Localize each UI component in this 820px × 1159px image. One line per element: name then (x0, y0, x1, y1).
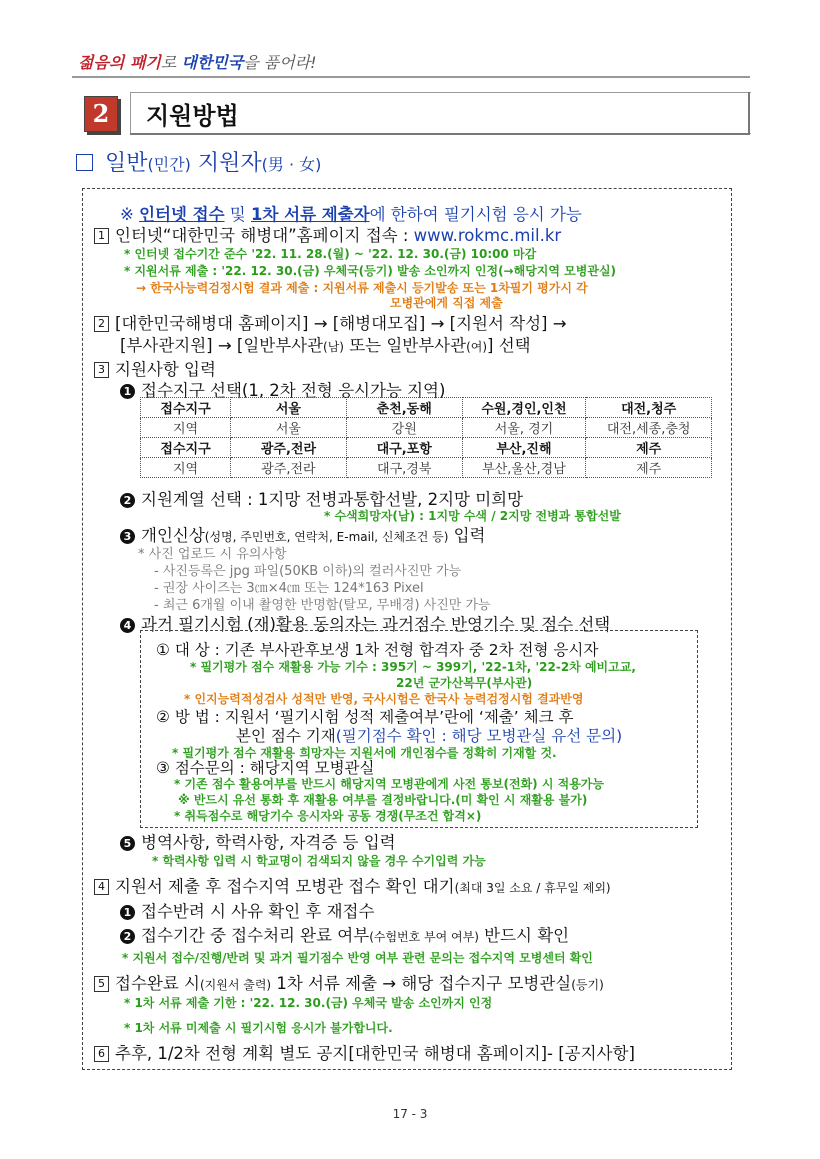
item-text: 병역사항, 학력사항, 자격증 등 입력 (141, 833, 396, 852)
step-5-text: 1차 서류 제출 → 해당 접수지구 모병관실 (271, 974, 572, 993)
region-table-cell: 대구,포항 (346, 438, 462, 458)
region-table-cell: 지역 (141, 418, 231, 438)
bullet-icon: 2 (120, 929, 135, 944)
region-table-cell: 대구,경북 (346, 458, 462, 478)
photo-note: - 권장 사이즈는 3㎝×4㎝ 또는 124*163 Pixel (154, 581, 424, 596)
header-divider (72, 76, 750, 78)
step-3-item-2-note: * 수색희망자(남) : 1지망 수색 / 2지망 전병과 통합선발 (324, 509, 621, 523)
region-table-cell: 서울 (231, 418, 347, 438)
step-4-text: 지원서 제출 후 접수지역 모병관 접수 확인 대기 (115, 877, 455, 896)
step-5-note: * 1차 서류 미제출 시 필기시험 응시가 불가합니다. (124, 1021, 393, 1035)
bullet-icon: 4 (120, 618, 135, 633)
step-1-text: 인터넷“대한민국 해병대”홈페이지 접속 : (115, 226, 414, 245)
photo-note-title: * 사진 업로드 시 유의사항 (138, 547, 287, 562)
step-2-text: [부사관지원] → [일반부사관 (120, 336, 324, 355)
step-5-note: * 1차 서류 제출 기한 : '22. 12. 30.(금) 우체국 발송 소인까지 인정 (124, 996, 493, 1010)
step-2-paren: (남) (323, 340, 344, 354)
intro-text: 및 (224, 205, 251, 224)
step-6 (94, 1040, 635, 1064)
region-table-row (141, 458, 712, 478)
photo-note: - 최근 6개월 이내 촬영한 반명함(탈모, 무배경) 사진만 가능 (154, 598, 491, 613)
rokmc-url-link[interactable]: www.rokmc.mil.kr (413, 226, 562, 245)
region-table-cell: 지역 (141, 458, 231, 478)
past-score-note: 22년 군가산복무(부사관) (396, 676, 533, 690)
page-number: 17 - 3 (392, 1107, 428, 1121)
step-5-paren: (등기) (571, 978, 604, 992)
subsection-title-paren: (민간) (147, 155, 191, 174)
item-text: 지원계열 선택 : 1지망 전병과통합선발, 2지망 미희망 (141, 490, 524, 509)
region-table-cell: 서울, 경기 (462, 418, 586, 438)
step-5-text: 접수완료 시 (115, 974, 200, 993)
item-paren: (수험번호 부여 여부) (369, 930, 479, 944)
photo-note: - 사진등록은 jpg 파일(50KB 이하)의 컬러사진만 가능 (154, 564, 462, 579)
region-table-cell: 광주,전라 (231, 438, 347, 458)
past-score-note: * 필기평가 점수 재활용 희망자는 지원서에 개인점수를 정확히 기재할 것. (172, 746, 557, 760)
step-5-paren: (지원서 출력) (199, 978, 272, 992)
step-5 (94, 970, 604, 994)
section-title-frame-edge (748, 92, 750, 134)
region-table-cell: 대전,청주 (586, 398, 712, 418)
region-table-cell: 광주,전라 (231, 458, 347, 478)
past-score-note: ※ 반드시 유선 통화 후 재활용 여부를 결정바랍니다.(미 확인 시 재활용 불가) (178, 793, 588, 807)
item-text: 접수기간 중 접수처리 완료 여부 (141, 926, 370, 945)
item-text: 개인신상 (141, 526, 205, 545)
section-number-badge: 2 (84, 96, 118, 132)
region-table-row (141, 438, 712, 458)
slogan-part: 로 (160, 53, 182, 72)
slogan-part: 대한민국 (181, 53, 244, 72)
step-2-text: [대한민국해병대 홈페이지] → [해병대모집] → [지원서 작성] → (115, 314, 567, 333)
region-table-row (141, 418, 712, 438)
intro-text: 에 한하여 필기시험 응시 가능 (369, 205, 582, 224)
header-slogan (78, 50, 317, 73)
step-1-note: 모병관에게 직접 제출 (390, 296, 503, 310)
step-number-box: 4 (94, 879, 109, 895)
region-table-cell: 수원,경인,인천 (462, 398, 586, 418)
step-4-note: * 지원서 접수/진행/반려 및 과거 필기점수 반영 여부 관련 문의는 접수지역 모병센터 확인 (122, 951, 593, 965)
step-number-box: 6 (94, 1046, 109, 1062)
subsection-title (76, 146, 321, 177)
method-paren: (필기점수 확인 : 해당 모병관실 유선 문의) (335, 727, 623, 745)
method-text: 본인 점수 기재 (236, 727, 336, 745)
step-1-note: * 지원서류 제출 : '22. 12. 30.(금) 우체국(등기) 발송 소인까지 인정(→해당지역 모병관실) (124, 264, 617, 278)
step-number-box: 3 (94, 362, 109, 378)
step-1-note: * 인터넷 접수기간 준수 '22. 11. 28.(월) ~ '22. 12. 30.(금) 10:00 마감 (124, 247, 537, 261)
subsection-title-text: 일반 (105, 151, 148, 176)
checkbox-icon (76, 154, 93, 171)
step-6-text: 추후, 1/2차 전형 계획 별도 공지[대한민국 해병대 홈페이지]- [공지사항] (115, 1044, 635, 1063)
region-table-cell: 춘천,동해 (346, 398, 462, 418)
step-4-paren: (최대 3일 소요 / 휴무일 제외) (454, 881, 611, 895)
step-4-item-2 (120, 922, 569, 946)
step-number-box: 5 (94, 976, 109, 992)
item-paren: (성명, 주민번호, 연락처, E-mail, 신체조건 등) (204, 530, 449, 544)
step-2-text: 또는 일반부사관 (344, 336, 467, 355)
item-text: 접수지구 선택(1, 2차 전형 응시가능 지역) (141, 381, 446, 400)
region-table-cell: 강원 (346, 418, 462, 438)
intro-emphasis: 인터넷 접수 (139, 205, 225, 224)
past-score-note: * 인지능력적성검사 성적만 반영, 국사시험은 한국사 능력검정시험 결과반영 (184, 692, 584, 706)
item-text: 입력 (448, 526, 486, 545)
step-1 (94, 222, 561, 246)
region-table-cell: 부산,울산,경남 (462, 458, 586, 478)
item-text: 과거 필기시험 (재)활용 동의자는 과거점수 반영기수 및 점수 선택 (141, 615, 611, 634)
section-title: 지원방법 (146, 102, 239, 130)
step-number-box: 2 (94, 316, 109, 332)
step-1-note: → 한국사능력검정시험 결과 제출 : 지원서류 제출시 등기발송 또는 1차필기 평가시 각 (136, 281, 588, 295)
region-table (140, 397, 712, 478)
intro-mark: ※ (120, 205, 140, 224)
past-score-inquiry: ③ 점수문의 : 해당지역 모병관실 (156, 759, 375, 777)
region-table-cell: 서울 (231, 398, 347, 418)
step-3-title: 지원사항 입력 (115, 360, 216, 379)
slogan-part: 젊음의 패기 (78, 53, 161, 72)
step-3-item-5-note: * 학력사항 입력 시 학교명이 검색되지 않을 경우 수기입력 가능 (152, 854, 486, 868)
step-4 (94, 873, 611, 897)
intro-emphasis: 1차 서류 제출자 (250, 205, 370, 224)
item-text: 반드시 확인 (478, 926, 570, 945)
step-2 (94, 310, 567, 334)
region-table-cell: 접수지구 (141, 398, 231, 418)
step-2-line2 (120, 332, 531, 356)
past-score-method: ② 방 법 : 지원서 ‘필기시험 성적 제출여부’란에 ‘제출’ 체크 후 (156, 708, 574, 726)
region-table-row (141, 398, 712, 418)
bullet-icon: 2 (120, 493, 135, 508)
region-table-cell: 제주 (586, 438, 712, 458)
region-table-cell: 대전,세종,충청 (586, 418, 712, 438)
region-table-cell: 접수지구 (141, 438, 231, 458)
step-2-paren: (여) (466, 340, 488, 354)
step-number-box: 1 (94, 228, 109, 244)
bullet-icon: 5 (120, 836, 135, 851)
bullet-icon: 1 (120, 905, 135, 920)
bullet-icon: 3 (120, 529, 135, 544)
past-score-note: * 기존 점수 활용여부를 반드시 해당지역 모병관에게 사전 통보(전화) 시 적용가능 (174, 777, 604, 791)
subsection-title-paren: (男 · 女) (261, 155, 322, 174)
past-score-target: ① 대 상 : 기존 부사관후보생 1차 전형 합격자 중 2차 전형 응시자 (156, 641, 599, 659)
region-table-cell: 부산,진해 (462, 438, 586, 458)
slogan-part: 을 품어라! (243, 53, 317, 72)
past-score-note: * 필기평가 점수 재활용 가능 기수 : 395기 ~ 399기, '22-1차, '22-2차 예비고교, (190, 660, 636, 674)
section-title-underline (130, 133, 750, 135)
bullet-icon: 1 (120, 384, 135, 399)
past-score-method-line2 (236, 724, 622, 746)
step-2-text: ] 선택 (487, 336, 531, 355)
region-table-cell: 제주 (586, 458, 712, 478)
item-text: 접수반려 시 사유 확인 후 재접수 (141, 902, 375, 921)
subsection-title-text: 지원자 (190, 151, 262, 176)
past-score-note: * 취득점수로 해당기수 응시자와 공동 경쟁(무조건 합격×) (174, 809, 482, 823)
step-3-item-5 (120, 829, 396, 853)
step-4-item-1 (120, 898, 374, 922)
